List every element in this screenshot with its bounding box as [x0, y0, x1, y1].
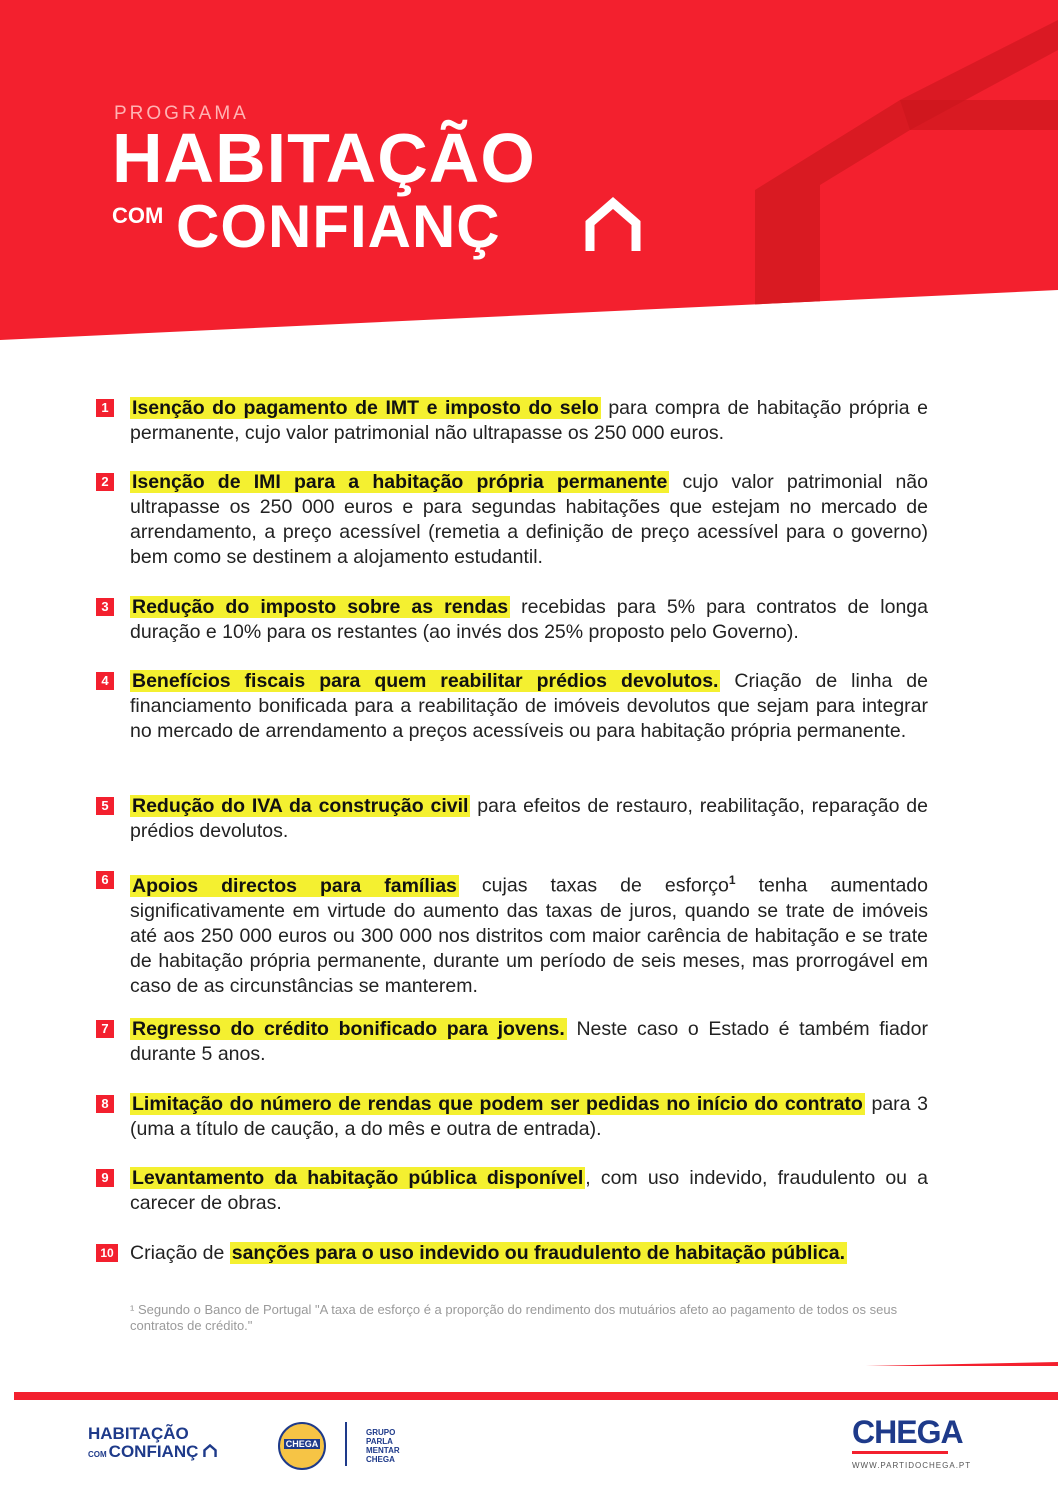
item-number: 9 — [96, 1169, 114, 1187]
item-highlight: Regresso do crédito bonificado para jovens. — [132, 1018, 565, 1040]
item-number: 8 — [96, 1095, 114, 1113]
item-text: recebidas para 5% para contratos de longa duração e 10% para os restantes (ao invés dos 25% proposto pelo Governo). — [130, 596, 928, 643]
item-text: Neste caso o Estado é também fiador durante 5 anos. — [130, 1018, 928, 1065]
list-item — [96, 669, 928, 744]
house-roof-icon — [584, 197, 642, 255]
item-text: para 3 (uma a título de caução, a do mês e outra de entrada). — [130, 1093, 928, 1140]
chega-brand-logo: CHEGA — [852, 1414, 963, 1450]
item-text: cujo valor patrimonial não ultrapasse os 250 000 euros e para segundas habitações que estejam no mercado de arrendamento, a preço acessível (remetia a definição de preço acessível para o governo) bem como se destinem a alojamento estudantil. — [130, 471, 928, 568]
item-text: Criação de linha de financiamento bonificada para a reabilitação de imóveis devolutos que sejam para integrar no mercado de arrendamento a preços acessíveis ou para habitação própria permanente. — [130, 670, 928, 742]
habitacao-logo — [88, 1425, 217, 1460]
item-highlight: sanções para o uso indevido ou fraudulento de habitação pública. — [231, 1242, 845, 1264]
item-number: 2 — [96, 473, 114, 491]
list-item — [96, 868, 928, 999]
footer-vertical-divider — [345, 1422, 347, 1466]
item-text: para compra de habitação própria e permanente, cujo valor patrimonial não ultrapasse os 250 000 euros. — [130, 397, 928, 444]
item-number: 6 — [96, 871, 114, 889]
item-number: 7 — [96, 1020, 114, 1038]
list-item — [96, 1241, 928, 1266]
chega-seal-logo — [278, 1422, 326, 1470]
item-text: tenha aumentado significativamente em virtude do aumento das taxas de juros, quando se trate de imóveis até aos 250 000 euros ou 300 000 nos distritos com maior carência de habitação e se trate de habitação própria permanente, durante um período de seis meses, mas prorrogável em caso de as circunstâncias se manterem. — [130, 874, 928, 997]
item-number: 3 — [96, 598, 114, 616]
list-item — [96, 396, 928, 446]
footer-divider — [14, 1392, 1058, 1400]
page-title-line1: HABITAÇÃO — [112, 119, 536, 197]
seal-text: CHEGA — [285, 1439, 319, 1449]
grupo-parlamentar-logo — [366, 1428, 400, 1464]
item-number: 1 — [96, 399, 114, 417]
item-text: cujas taxas de esforço — [458, 874, 729, 897]
page-title-com: COM — [112, 203, 164, 228]
list-item — [96, 470, 928, 570]
grupo-line3: MENTAR — [366, 1446, 400, 1455]
item-text: para efeitos de restauro, reabilitação, reparação de prédios devolutos. — [130, 795, 928, 842]
item-number: 5 — [96, 797, 114, 815]
list-item — [96, 595, 928, 645]
list-item — [96, 1017, 928, 1067]
item-number: 10 — [96, 1244, 118, 1262]
item-number: 4 — [96, 672, 114, 690]
item-highlight: Isenção de IMI para a habitação própria permanente — [132, 471, 668, 493]
list-item — [96, 794, 928, 844]
brand-underline — [852, 1451, 948, 1454]
grupo-line2: PARLA — [366, 1437, 393, 1446]
list-item — [96, 1092, 928, 1142]
item-highlight: Apoios directos para famílias — [132, 874, 457, 897]
item-highlight: Isenção do pagamento de IMT e imposto do selo — [132, 397, 599, 419]
footer-divider-thin — [0, 1362, 1058, 1366]
item-text: Criação de — [130, 1242, 230, 1264]
grupo-line4: CHEGA — [366, 1455, 395, 1464]
logo-com: COM — [88, 1450, 107, 1459]
item-highlight: Benefícios fiscais para quem reabilitar prédios devolutos. — [132, 670, 719, 692]
program-kicker: PROGRAMA — [114, 103, 249, 124]
website-link[interactable]: WWW.PARTIDOCHEGA.PT — [852, 1461, 972, 1470]
logo-line1: HABITAÇÃO — [88, 1424, 189, 1443]
page-title-line2: CONFIANÇ — [176, 193, 501, 260]
footnote: ¹ Segundo o Banco de Portugal "A taxa de esforço é a proporção do rendimento dos mutuários afeto ao pagamento de todos os seus contratos de crédito." — [130, 1302, 898, 1333]
item-highlight: Redução do imposto sobre as rendas — [132, 596, 509, 618]
list-item — [96, 1166, 928, 1216]
item-highlight: Levantamento da habitação pública disponível — [132, 1167, 584, 1189]
item-highlight: Limitação do número de rendas que podem ser pedidas no início do contrato — [132, 1093, 863, 1115]
item-text: , com uso indevido, fraudulento ou a carecer de obras. — [130, 1167, 929, 1214]
footnote-ref: 1 — [728, 873, 736, 887]
logo-line2: CONFIANÇ — [108, 1442, 199, 1461]
grupo-line1: GRUPO — [366, 1428, 396, 1437]
house-roof-icon — [203, 1444, 217, 1458]
item-highlight: Redução do IVA da construção civil — [132, 795, 469, 817]
